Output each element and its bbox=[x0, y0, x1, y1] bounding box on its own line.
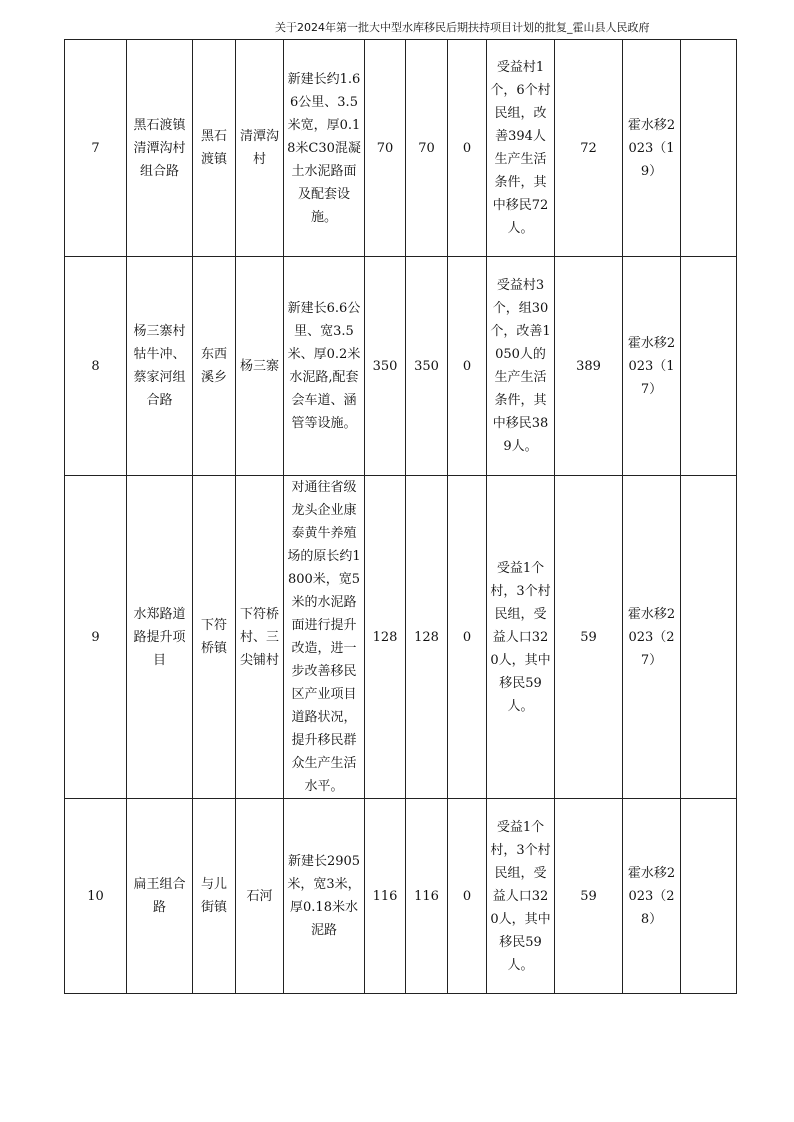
table-row bbox=[65, 257, 737, 476]
project-name: 扁王组合路 bbox=[127, 799, 193, 994]
migrant-count: 59 bbox=[555, 799, 623, 994]
table-row bbox=[65, 40, 737, 257]
row-number: 10 bbox=[65, 799, 127, 994]
support-fund: 116 bbox=[406, 799, 448, 994]
approval-code: 霍水移2023（19） bbox=[623, 40, 681, 257]
project-name: 黑石渡镇清潭沟村组合路 bbox=[127, 40, 193, 257]
table-row bbox=[65, 799, 737, 994]
row-number: 7 bbox=[65, 40, 127, 257]
town-cell: 下符桥镇 bbox=[193, 476, 236, 799]
extra-cell bbox=[681, 799, 737, 994]
extra-cell bbox=[681, 40, 737, 257]
town-cell: 黑石渡镇 bbox=[193, 40, 236, 257]
project-name: 水郑路道路提升项目 bbox=[127, 476, 193, 799]
benefit-description: 受益1个村，3个村民组，受益人口320人，其中移民59人。 bbox=[487, 476, 555, 799]
table-row bbox=[65, 476, 737, 799]
total-investment: 128 bbox=[365, 476, 406, 799]
village-cell: 清潭沟村 bbox=[236, 40, 284, 257]
construction-content: 新建长约1.66公里、3.5米宽，厚0.18米C30混凝土水泥路面及配套设施。 bbox=[284, 40, 365, 257]
construction-content: 新建长6.6公里、宽3.5米、厚0.2米水泥路,配套会车道、涵管等设施。 bbox=[284, 257, 365, 476]
village-cell: 石河 bbox=[236, 799, 284, 994]
town-cell: 东西溪乡 bbox=[193, 257, 236, 476]
other-fund: 0 bbox=[448, 257, 487, 476]
project-name: 杨三寨村牯牛冲、蔡家河组合路 bbox=[127, 257, 193, 476]
extra-cell bbox=[681, 257, 737, 476]
support-fund: 128 bbox=[406, 476, 448, 799]
village-cell: 下符桥村、三尖铺村 bbox=[236, 476, 284, 799]
total-investment: 70 bbox=[365, 40, 406, 257]
document-header: 关于2024年第一批大中型水库移民后期扶持项目计划的批复_霍山县人民政府 bbox=[275, 21, 650, 34]
project-plan-table bbox=[64, 39, 737, 994]
row-number: 9 bbox=[65, 476, 127, 799]
row-number: 8 bbox=[65, 257, 127, 476]
migrant-count: 59 bbox=[555, 476, 623, 799]
total-investment: 350 bbox=[365, 257, 406, 476]
total-investment: 116 bbox=[365, 799, 406, 994]
approval-code: 霍水移2023（17） bbox=[623, 257, 681, 476]
other-fund: 0 bbox=[448, 40, 487, 257]
migrant-count: 72 bbox=[555, 40, 623, 257]
other-fund: 0 bbox=[448, 476, 487, 799]
construction-content: 对通往省级龙头企业康泰黄牛养殖场的原长约1800米，宽5米的水泥路面进行提升改造，进一步改善移民区产业项目道路状况，提升移民群众生产生活水平。 bbox=[284, 476, 365, 799]
town-cell: 与儿街镇 bbox=[193, 799, 236, 994]
support-fund: 70 bbox=[406, 40, 448, 257]
benefit-description: 受益1个村，3个村民组，受益人口320人，其中移民59人。 bbox=[487, 799, 555, 994]
approval-code: 霍水移2023（28） bbox=[623, 799, 681, 994]
approval-code: 霍水移2023（27） bbox=[623, 476, 681, 799]
village-cell: 杨三寨 bbox=[236, 257, 284, 476]
benefit-description: 受益村1个，6个村民组，改善394人生产生活条件，其中移民72人。 bbox=[487, 40, 555, 257]
support-fund: 350 bbox=[406, 257, 448, 476]
extra-cell bbox=[681, 476, 737, 799]
benefit-description: 受益村3个，组30个，改善1050人的生产生活条件，其中移民389人。 bbox=[487, 257, 555, 476]
other-fund: 0 bbox=[448, 799, 487, 994]
migrant-count: 389 bbox=[555, 257, 623, 476]
construction-content: 新建长2905米，宽3米，厚0.18米水泥路 bbox=[284, 799, 365, 994]
